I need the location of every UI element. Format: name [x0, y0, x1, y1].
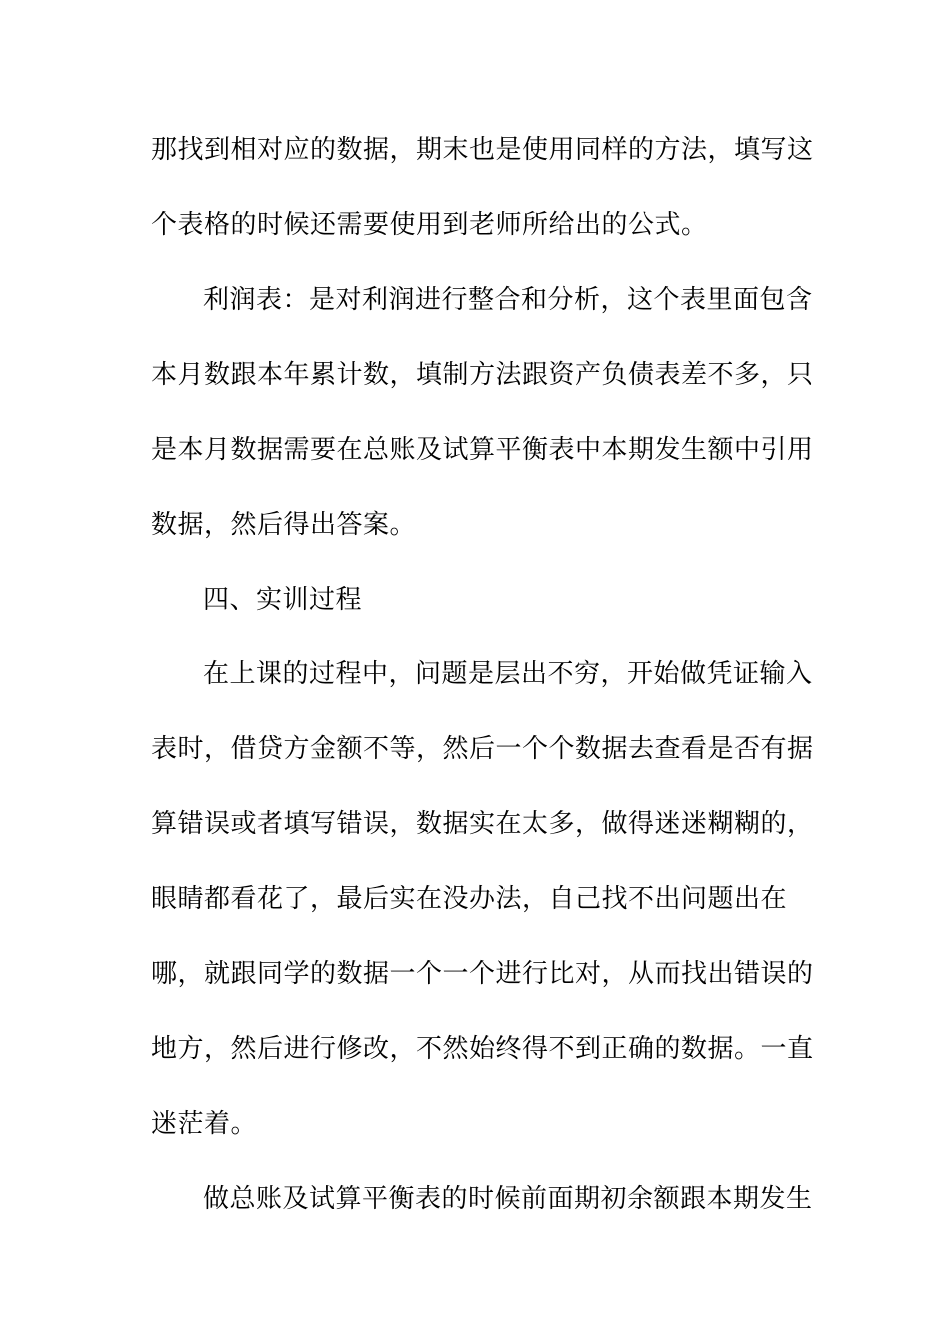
paragraph-start-line: 利润表：是对利润进行整合和分析，这个表里面包含	[203, 285, 813, 315]
text-line: 数据，然后得出答案。	[151, 510, 417, 540]
text-line: 地方，然后进行修改，不然始终得不到正确的数据。一直	[151, 1034, 814, 1064]
paragraph-start-line: 做总账及试算平衡表的时候前面期初余额跟本期发生	[203, 1184, 813, 1214]
text-line: 眼睛都看花了，最后实在没办法，自己找不出问题出在	[151, 884, 788, 914]
text-line: 算错误或者填写错误，数据实在太多，做得迷迷糊糊的，	[151, 809, 814, 839]
text-line: 个表格的时候还需要使用到老师所给出的公式。	[151, 210, 708, 240]
text-line: 那找到相对应的数据，期末也是使用同样的方法，填写这	[151, 135, 814, 165]
section-heading: 四、实训过程	[203, 585, 363, 615]
paragraph-start-line: 在上课的过程中，问题是层出不穷，开始做凭证输入	[203, 659, 813, 689]
text-line: 本月数跟本年累计数，填制方法跟资产负债表差不多，只	[151, 360, 814, 390]
text-line: 哪，就跟同学的数据一个一个进行比对，从而找出错误的	[151, 959, 814, 989]
text-line: 表时，借贷方金额不等，然后一个个数据去查看是否有据	[151, 734, 814, 764]
text-line: 迷茫着。	[151, 1109, 258, 1139]
text-line: 是本月数据需要在总账及试算平衡表中本期发生额中引用	[151, 435, 814, 465]
